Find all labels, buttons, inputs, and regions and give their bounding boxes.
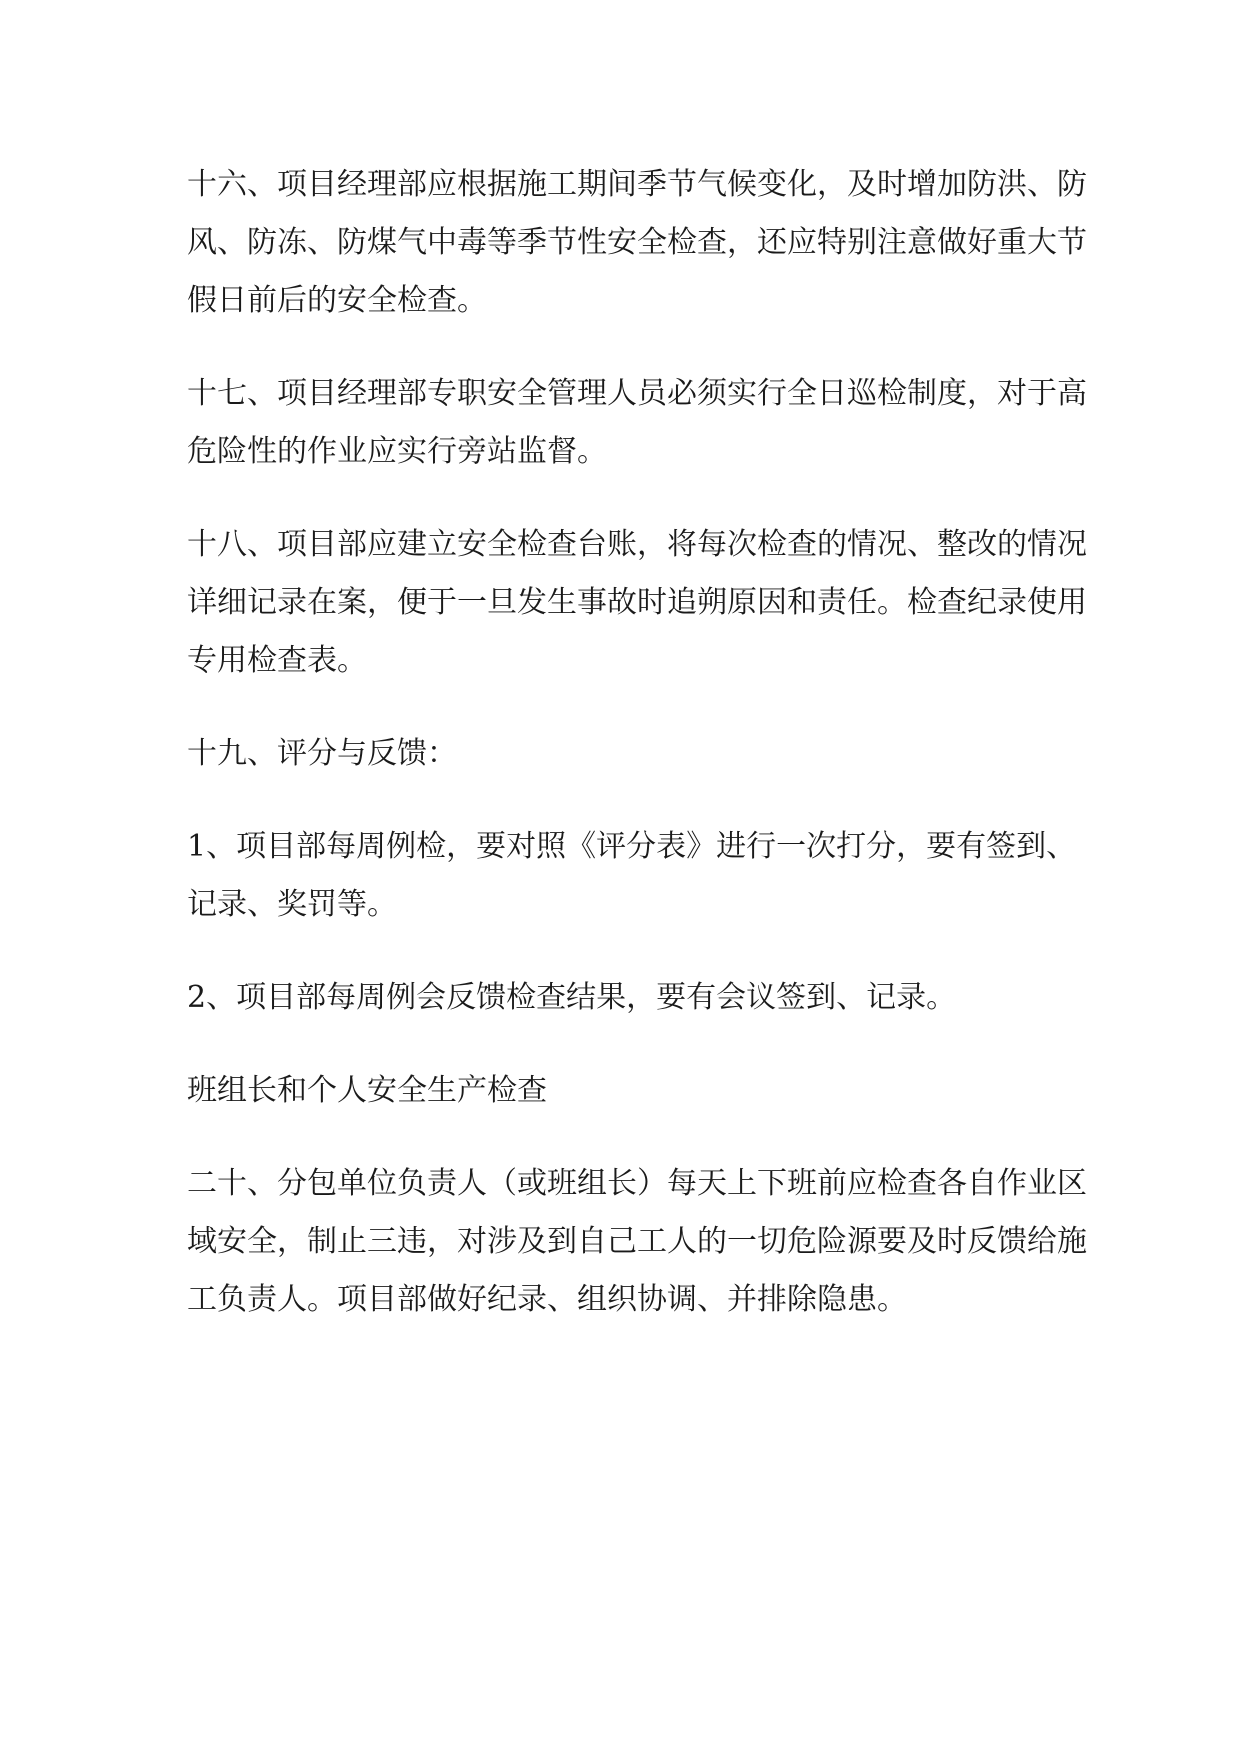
- paragraph-20: [187, 1155, 1087, 1329]
- text-line: 2、项目部每周例会反馈检查结果，要有会议签到、记录。: [187, 980, 957, 1015]
- text-line: 工负责人。项目部做好纪录、组织协调、并排除隐患。: [187, 1282, 907, 1317]
- text-line: 专用检查表。: [187, 643, 367, 678]
- text-line: 危险性的作业应实行旁站监督。: [187, 434, 607, 469]
- text-line: 十九、评分与反馈：: [187, 736, 457, 771]
- text-line: 班组长和个人安全生产检查: [187, 1073, 547, 1108]
- paragraph-19-item-1: [187, 818, 1077, 934]
- paragraph-19-item-2: [187, 969, 1057, 1027]
- text-line: 域安全，制止三违，对涉及到自己工人的一切危险源要及时反馈给施: [187, 1224, 1087, 1259]
- text-line: 十七、项目经理部专职安全管理人员必须实行全日巡检制度，对于高: [187, 376, 1087, 411]
- text-line: 十八、项目部应建立安全检查台账，将每次检查的情况、整改的情况: [187, 527, 1087, 562]
- text-line: 详细记录在案，便于一旦发生事故时追朔原因和责任。检查纪录使用: [187, 585, 1087, 620]
- text-line: 十六、项目经理部应根据施工期间季节气候变化，及时增加防洪、防: [187, 167, 1087, 202]
- document-body: [187, 156, 1087, 1364]
- text-line: 二十、分包单位负责人（或班组长）每天上下班前应检查各自作业区: [187, 1166, 1087, 1201]
- text-line: 风、防冻、防煤气中毒等季节性安全检查，还应特别注意做好重大节: [187, 225, 1087, 260]
- text-line: 1、项目部每周例检，要对照《评分表》进行一次打分，要有签到、: [187, 829, 1077, 864]
- paragraph-16: [187, 156, 1087, 330]
- paragraph-17: [187, 365, 1087, 481]
- paragraph-19: [187, 725, 1057, 783]
- paragraph-18: [187, 516, 1087, 690]
- text-line: 假日前后的安全检查。: [187, 283, 487, 318]
- section-heading-team: [187, 1062, 1057, 1120]
- text-line: 记录、奖罚等。: [187, 887, 397, 922]
